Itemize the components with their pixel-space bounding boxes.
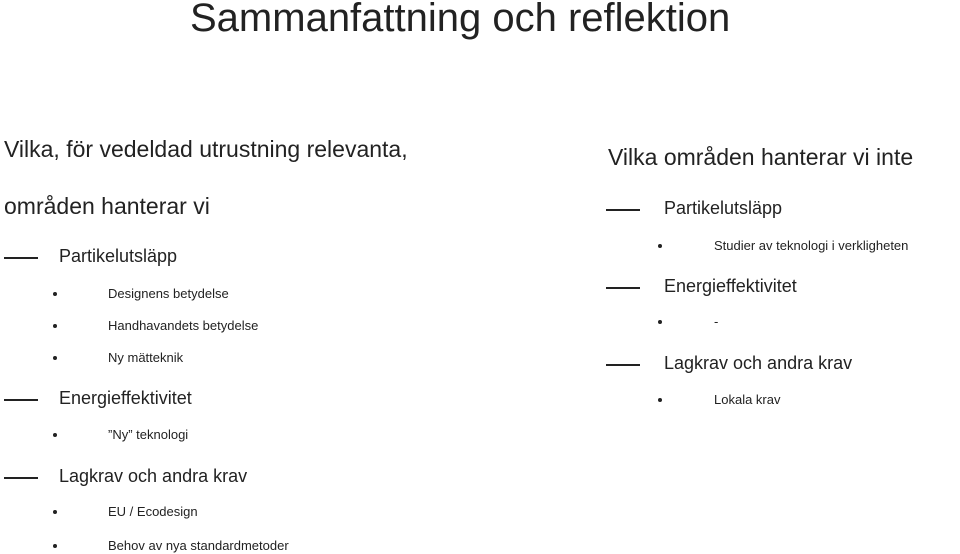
right-subitem: Lokala krav <box>714 392 781 407</box>
right-heading: Vilka områden hanterar vi inte <box>608 144 914 170</box>
dash-bullet <box>4 477 38 479</box>
left-item-partikelutslapp: Partikelutsläpp <box>59 246 178 266</box>
left-subitem: Behov av nya standardmetoder <box>108 538 289 553</box>
right-item-lagkrav: Lagkrav och andra krav <box>664 353 853 373</box>
left-subitem: Ny mätteknik <box>108 350 184 365</box>
bullet-dot <box>53 544 57 548</box>
slide-title: Sammanfattning och reflektion <box>190 0 731 40</box>
left-heading-line2: områden hanterar vi <box>4 193 210 219</box>
dash-bullet <box>606 209 640 211</box>
bullet-dot <box>53 356 57 360</box>
right-item-partikelutslapp: Partikelutsläpp <box>664 198 783 218</box>
left-subitem: EU / Ecodesign <box>108 504 198 519</box>
bullet-dot <box>53 324 57 328</box>
left-subitem: ”Ny” teknologi <box>108 427 189 442</box>
bullet-dot <box>53 292 57 296</box>
bullet-dot <box>53 510 57 514</box>
bullet-dot <box>658 320 662 324</box>
left-heading-line1: Vilka, för vedeldad utrustning relevanta, <box>4 136 408 162</box>
right-subitem: - <box>714 314 719 329</box>
left-subitem: Designens betydelse <box>108 286 229 301</box>
left-item-lagkrav: Lagkrav och andra krav <box>59 466 248 486</box>
bullet-dot <box>53 433 57 437</box>
bullet-dot <box>658 244 662 248</box>
left-subitem: Handhavandets betydelse <box>108 318 259 333</box>
left-item-energieffektivitet: Energieffektivitet <box>59 388 192 408</box>
right-subitem: Studier av teknologi i verkligheten <box>714 238 909 253</box>
dash-bullet <box>606 364 640 366</box>
dash-bullet <box>606 287 640 289</box>
bullet-dot <box>658 398 662 402</box>
dash-bullet <box>4 257 38 259</box>
dash-bullet <box>4 399 38 401</box>
right-item-energieffektivitet: Energieffektivitet <box>664 276 797 296</box>
